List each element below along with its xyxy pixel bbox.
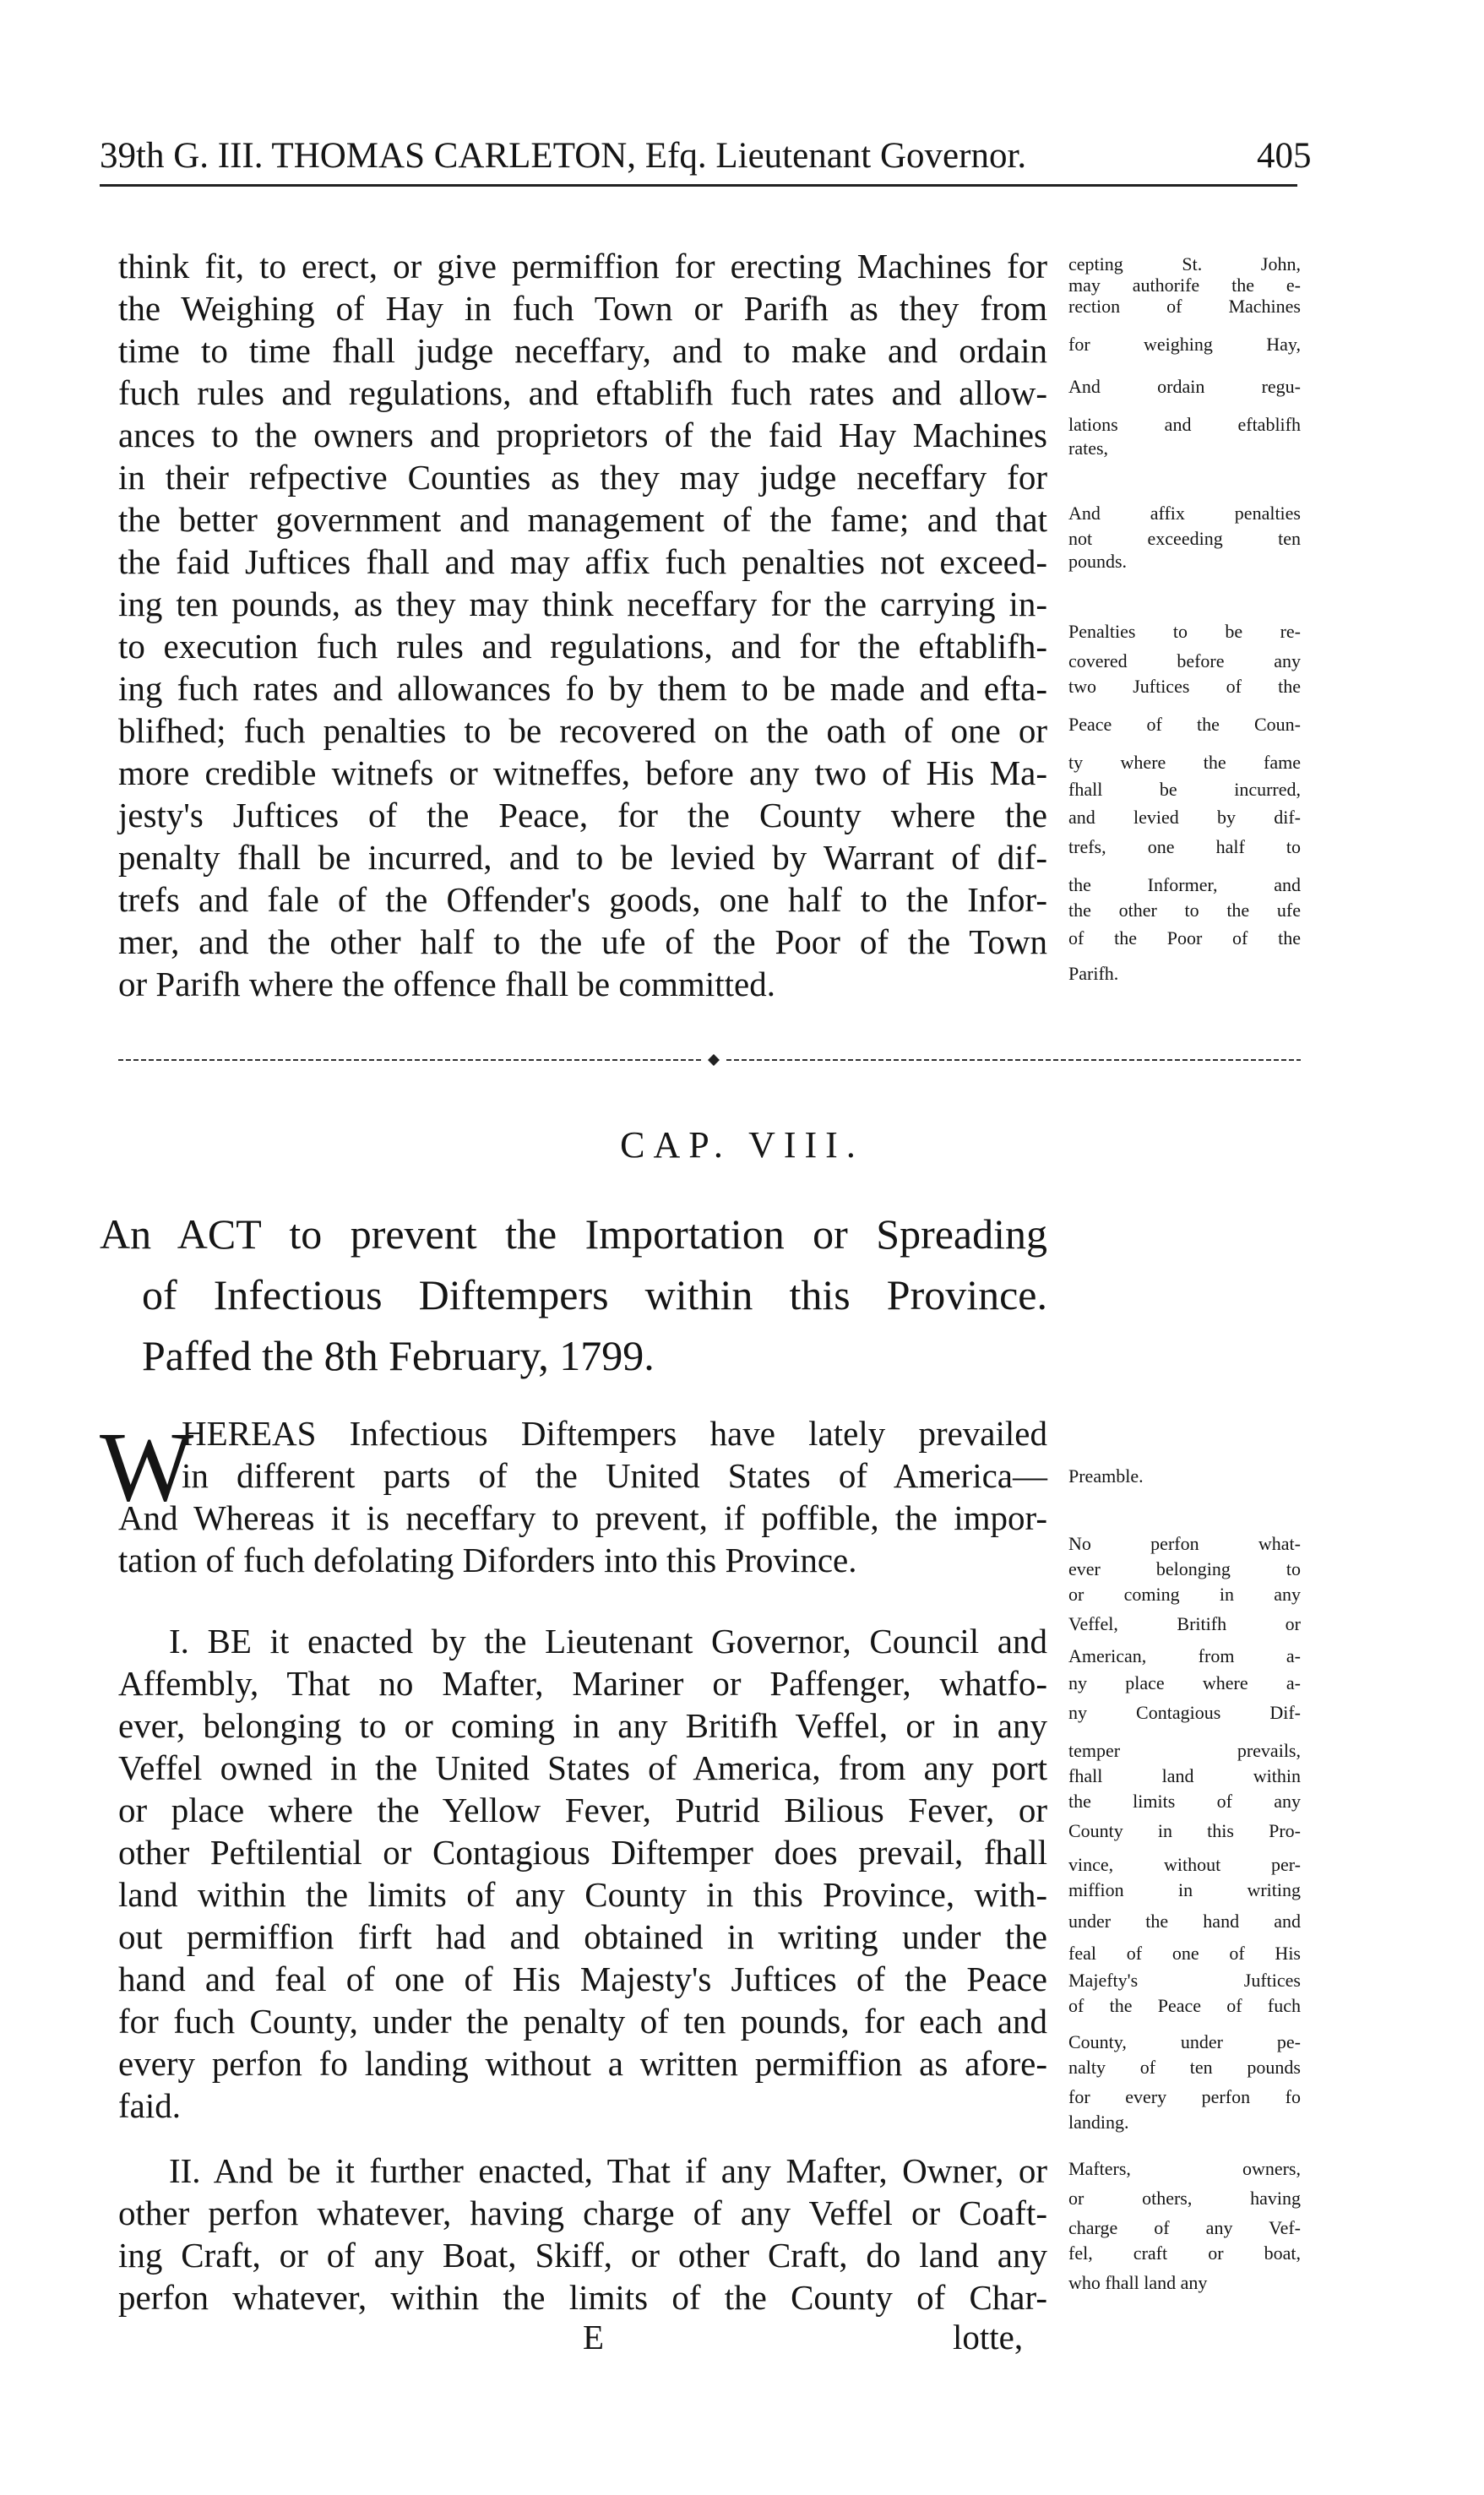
- margin-note-line: the Informer, and: [1068, 874, 1301, 895]
- margin-note-line: covered before any: [1068, 650, 1301, 671]
- section-line: perfon whatever, within the limits of the County of Char-: [118, 2278, 1047, 2317]
- margin-note-line: for weighing Hay,: [1068, 334, 1301, 355]
- chapter-heading: CAP. VIII.: [620, 1124, 864, 1166]
- signature-mark: E: [583, 2318, 605, 2356]
- margin-note-line: or coming in any: [1068, 1584, 1301, 1605]
- section-line: every perfon fo landing without a written permiffion as afore-: [118, 2044, 1047, 2083]
- margin-note-line: ny Contagious Dif-: [1068, 1702, 1301, 1723]
- margin-note-line: County, under pe-: [1068, 2031, 1301, 2052]
- body-line: ing ten pounds, as they may think neceffary for the carrying in-: [118, 584, 1047, 623]
- running-header: 39th G. III. THOMAS CARLETON, Efq. Lieutenant Governor.: [100, 136, 1027, 176]
- act-title-line: Paffed the 8th February, 1799.: [142, 1332, 655, 1379]
- body-line: ances to the owners and proprietors of the faid Hay Machines: [118, 416, 1047, 454]
- margin-note-line: lations and eftablifh: [1068, 414, 1301, 435]
- margin-note-line: two Juftices of the: [1068, 676, 1301, 697]
- margin-note-line: County in this Pro-: [1068, 1820, 1301, 1841]
- body-line: mer, and the other half to the ufe of the Poor of the Town: [118, 922, 1047, 961]
- margin-note-line: temper prevails,: [1068, 1740, 1301, 1761]
- body-line: penalty fhall be incurred, and to be levied by Warrant of dif-: [118, 838, 1047, 877]
- margin-note-preamble: Preamble.: [1068, 1465, 1144, 1487]
- margin-note-line: of the Poor of the: [1068, 927, 1301, 949]
- margin-note-line: the other to the ufe: [1068, 900, 1301, 921]
- act-title-line: An ACT to prevent the Importation or Spreading: [100, 1210, 1047, 1258]
- body-line: the faid Juftices fhall and may affix fuch penalties not exceed-: [118, 542, 1047, 581]
- preamble-line: And Whereas it is neceffary to prevent, if poffible, the impor-: [118, 1498, 1047, 1537]
- margin-note-line: ty where the fame: [1068, 752, 1301, 773]
- margin-note-line: landing.: [1068, 2112, 1129, 2133]
- section-line: or place where the Yellow Fever, Putrid Bilious Fever, or: [118, 1791, 1047, 1829]
- body-line: the Weighing of Hay in fuch Town or Parifh as they from: [118, 289, 1047, 328]
- body-line: trefs and fale of the Offender's goods, one half to the Infor-: [118, 880, 1047, 919]
- section-line: ever, belonging to or coming in any Britifh Veffel, or in any: [118, 1706, 1047, 1745]
- margin-note-line: Peace of the Coun-: [1068, 714, 1301, 735]
- margin-note-line: feal of one of His: [1068, 1943, 1301, 1964]
- header-rule: [100, 184, 1297, 187]
- section-line: Veffel owned in the United States of America, from any port: [118, 1748, 1047, 1787]
- preamble-line: HEREAS Infectious Diftempers have lately prevailed: [182, 1414, 1047, 1453]
- margin-note-line: ever belonging to: [1068, 1558, 1301, 1579]
- body-line: jesty's Juftices of the Peace, for the County where the: [118, 796, 1047, 834]
- margin-note-line: No perfon what-: [1068, 1533, 1301, 1554]
- drop-cap: W: [100, 1411, 194, 1522]
- margin-note-line: Penalties to be re-: [1068, 621, 1301, 642]
- margin-note-line: And ordain regu-: [1068, 376, 1301, 397]
- section-line: II. And be it further enacted, That if any Mafter, Owner, or: [169, 2151, 1047, 2190]
- margin-note-line: the limits of any: [1068, 1791, 1301, 1812]
- catchword: lotte,: [953, 2318, 1024, 2356]
- margin-note-line: ny place where a-: [1068, 1672, 1301, 1693]
- section-line: other perfon whatever, having charge of any Veffel or Coaft-: [118, 2193, 1047, 2232]
- margin-note-line: rection of Machines: [1068, 296, 1301, 317]
- margin-note-line: cepting St. John,: [1068, 253, 1301, 275]
- body-line: the better government and management of the fame; and that: [118, 500, 1047, 539]
- margin-note-line: And affix penalties: [1068, 503, 1301, 524]
- margin-note-line: who fhall land any: [1068, 2272, 1208, 2293]
- body-line: fuch rules and regulations, and eftablifh fuch rates and allow-: [118, 373, 1047, 412]
- section-line: hand and feal of one of His Majesty's Juftices of the Peace: [118, 1960, 1047, 1998]
- margin-note-line: not exceeding ten: [1068, 528, 1301, 549]
- margin-note-line: Majefty's Juftices: [1068, 1970, 1301, 1991]
- margin-note-line: under the hand and: [1068, 1911, 1301, 1932]
- act-title-line: of Infectious Diftempers within this Province.: [142, 1271, 1047, 1318]
- margin-note-line: vince, without per-: [1068, 1854, 1301, 1875]
- body-line: to execution fuch rules and regulations, and for the eftablifh-: [118, 627, 1047, 666]
- margin-note-line: miffion in writing: [1068, 1879, 1301, 1900]
- margin-note-line: fel, craft or boat,: [1068, 2242, 1301, 2264]
- margin-note-line: nalty of ten pounds: [1068, 2057, 1301, 2078]
- section-line: other Peftilential or Contagious Diftemper does prevail, fhall: [118, 1833, 1047, 1872]
- margin-note-line: and levied by dif-: [1068, 807, 1301, 828]
- section-line: I. BE it enacted by the Lieutenant Governor, Council and: [169, 1622, 1047, 1661]
- body-line: time to time fhall judge neceffary, and to make and ordain: [118, 331, 1047, 370]
- ornamental-divider: [118, 1054, 1301, 1066]
- margin-note-line: rates,: [1068, 438, 1109, 459]
- margin-note-line: Veffel, Britifh or: [1068, 1613, 1301, 1634]
- section-line: out permiffion firft had and obtained in writing under the: [118, 1917, 1047, 1956]
- body-line: think fit, to erect, or give permiffion for erecting Machines for: [118, 247, 1047, 285]
- section-line: for fuch County, under the penalty of ten pounds, for each and: [118, 2002, 1047, 2041]
- section-line: ing Craft, or of any Boat, Skiff, or other Craft, do land any: [118, 2236, 1047, 2275]
- margin-note-line: may authorife the e-: [1068, 275, 1301, 296]
- margin-note-line: Mafters, owners,: [1068, 2158, 1301, 2179]
- section-line: faid.: [118, 2086, 181, 2125]
- section-line: land within the limits of any County in this Province, with-: [118, 1875, 1047, 1914]
- body-line: ing fuch rates and allowances fo by them to be made and efta-: [118, 669, 1047, 708]
- margin-note-line: American, from a-: [1068, 1645, 1301, 1666]
- body-line: in their refpective Counties as they may judge neceffary for: [118, 458, 1047, 497]
- margin-note-line: fhall land within: [1068, 1765, 1301, 1786]
- body-line: blifhed; fuch penalties to be recovered on the oath of one or: [118, 711, 1047, 750]
- margin-note-line: trefs, one half to: [1068, 836, 1301, 857]
- margin-note-line: of the Peace of fuch: [1068, 1995, 1301, 2016]
- margin-note-line: charge of any Vef-: [1068, 2217, 1301, 2238]
- margin-note-line: for every perfon fo: [1068, 2086, 1301, 2107]
- preamble-line: in different parts of the United States of America—: [182, 1456, 1047, 1495]
- margin-note-line: Parifh.: [1068, 963, 1119, 984]
- section-line: Affembly, That no Mafter, Mariner or Paffenger, whatfo-: [118, 1664, 1047, 1703]
- preamble-line: tation of fuch defolating Diforders into this Province.: [118, 1541, 857, 1579]
- margin-note-line: or others, having: [1068, 2188, 1301, 2209]
- margin-note-line: fhall be incurred,: [1068, 779, 1301, 800]
- margin-note-line: pounds.: [1068, 551, 1128, 572]
- body-line: or Parifh where the offence fhall be committed.: [118, 965, 775, 1003]
- body-line: more credible witnefs or witneffes, before any two of His Ma-: [118, 753, 1047, 792]
- page-number: 405: [1257, 136, 1312, 176]
